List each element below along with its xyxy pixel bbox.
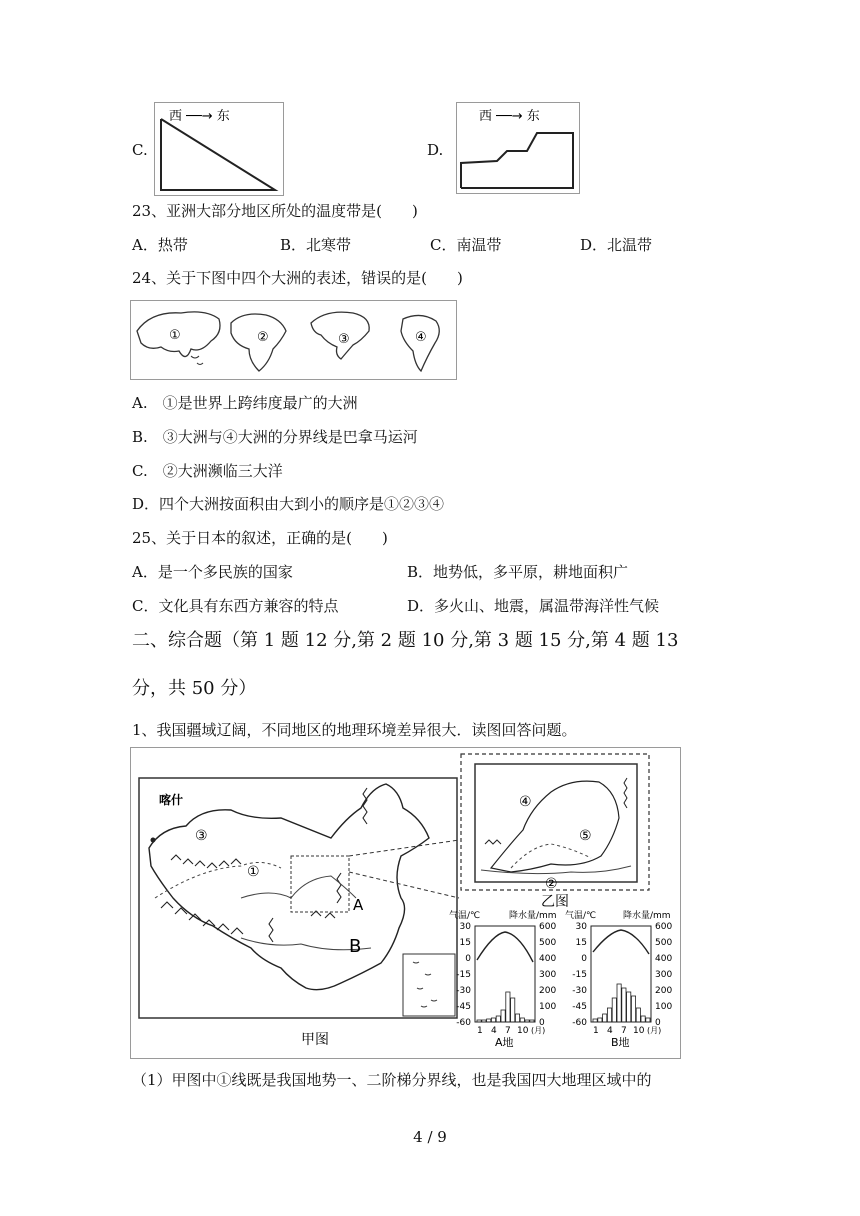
chart-a-temp-tick: -45 (456, 1002, 471, 1012)
chart-b-month-tick: 10 (633, 1026, 645, 1036)
q24-continents-figure (130, 300, 457, 380)
yi-map-dashed-frame (461, 754, 649, 890)
chart-b-precip-tick: 600 (655, 922, 673, 932)
yi-map-title: 乙图 (541, 894, 569, 910)
chart-a-precip-bar (530, 1020, 534, 1022)
climate-chart-b (565, 909, 672, 1049)
china-outline (149, 784, 429, 990)
q25-option-c: C．文化具有东西方兼容的特点 (132, 597, 339, 615)
himalaya-mountains (161, 902, 243, 934)
chart-b-temp-curve (593, 930, 649, 954)
chart-a-precip-tick: 100 (539, 1002, 557, 1012)
south-sea-islands (413, 962, 437, 1007)
q22-option-d-label: D. (427, 141, 444, 159)
chart-b-temp-tick: -15 (572, 970, 587, 980)
chart-a-temp-tick: 30 (459, 922, 471, 932)
chart-b-precip-tick: 400 (655, 954, 673, 964)
chart-b-temp-axis-label: 气温/℃ (565, 911, 597, 921)
continent-4-marker: ④ (415, 330, 427, 345)
q23-option-b: B．北寒带 (280, 236, 352, 254)
chart-a-temp-tick: -30 (456, 986, 471, 996)
q22-profile-d-figure (456, 102, 580, 194)
chart-a-temp-axis-label: 气温/℃ (449, 911, 481, 921)
profile-d-line (461, 133, 573, 188)
hengduan-mountains (269, 918, 273, 942)
chart-a-precip-ticks (539, 922, 556, 1028)
yi-yellow-river-bend (491, 781, 619, 872)
chart-b-precip-bar (622, 988, 626, 1022)
chart-b-precip-bars (593, 984, 650, 1022)
marker-4: ④ (519, 794, 532, 810)
inset-leader-bottom (349, 872, 459, 898)
daxinganling-mountains (363, 788, 367, 824)
section-2-heading-line1: 二、综合题（第 1 题 12 分,第 2 题 10 分,第 3 题 15 分,第 4 题 13 (132, 630, 679, 651)
chart-b-month-tick: 1 (593, 1026, 599, 1036)
chart-a-temp-tick: 15 (459, 938, 471, 948)
chart-a-precip-axis-label: 降水量/mm (509, 911, 557, 921)
q22-option-c-label: C. (132, 141, 148, 159)
chart-b-precip-bar (612, 998, 616, 1022)
chart-a-precip-bar (491, 1018, 495, 1022)
chart-b-month-unit: (月) (647, 1026, 662, 1035)
chart-a-precip-bar (506, 992, 510, 1022)
profile-c-line (161, 119, 275, 190)
chart-b-month-tick: 7 (621, 1026, 627, 1036)
chart-b-precip-bar (607, 1008, 611, 1022)
q23-option-c: C．南温带 (430, 236, 502, 254)
chart-b-precip-bar (636, 1008, 640, 1022)
chart-b-precip-bar (627, 992, 631, 1022)
q24-option-c: C. ②大洲濒临三大洋 (132, 462, 283, 480)
chart-b-precip-bar (603, 1014, 607, 1022)
chart-b-precip-bar (631, 996, 635, 1022)
chart-b-precip-bar (598, 1018, 602, 1022)
label-b: B (349, 936, 362, 957)
marker-2: ② (545, 876, 558, 892)
profile-direction-label: 西 ──→ 东 (169, 109, 230, 124)
chart-a-temp-tick: 0 (465, 954, 471, 964)
yi-river (481, 866, 631, 874)
chart-a-temp-tick: -15 (456, 970, 471, 980)
chart-a-precip-tick: 500 (539, 938, 557, 948)
jia-map-frame (139, 778, 457, 1018)
marker-5: ⑤ (579, 828, 592, 844)
chart-a-precip-bar (496, 1016, 500, 1022)
marker-3: ③ (195, 828, 208, 844)
kashgar-label: 喀什 (159, 793, 184, 807)
chart-a-precip-bar (515, 1014, 519, 1022)
chart-a-temp-tick: -60 (456, 1018, 471, 1028)
chart-a-precip-tick: 200 (539, 986, 557, 996)
chart-b-temp-tick: 30 (575, 922, 587, 932)
chart-b-precip-bar (641, 1016, 645, 1022)
chart-a-precip-bar (501, 1010, 505, 1022)
chart-b-temp-ticks (572, 922, 587, 1028)
kashgar-dot (151, 838, 156, 843)
chart-b-precip-ticks (655, 922, 672, 1028)
asia-islands (191, 356, 203, 365)
page-number: 4 / 9 (413, 1128, 447, 1146)
chart-b-month-tick: 4 (607, 1026, 613, 1036)
q23-stem: 23、亚洲大部分地区所处的温度带是( ) (132, 202, 418, 220)
boundary-line-1 (155, 862, 281, 898)
chart-a-precip-bar (525, 1020, 529, 1022)
chart-b-precip-tick: 200 (655, 986, 673, 996)
section-2-heading-line2: 分，共 50 分） (132, 678, 257, 699)
chart-b-precip-tick: 300 (655, 970, 673, 980)
chart-b-temp-tick: -60 (572, 1018, 587, 1028)
s2q1-figure-svg (131, 748, 680, 1058)
chart-b-precip-tick: 100 (655, 1002, 673, 1012)
chart-b-temp-tick: 0 (581, 954, 587, 964)
chart-b-precip-bar (646, 1018, 650, 1022)
chart-a-month-tick: 1 (477, 1026, 483, 1036)
chart-b-temp-tick: -45 (572, 1002, 587, 1012)
q24-stem: 24、关于下图中四个大洲的表述，错误的是( ) (132, 269, 463, 287)
chart-a-precip-tick: 600 (539, 922, 557, 932)
q24-option-d: D．四个大洲按面积由大到小的顺序是①②③④ (132, 495, 445, 513)
chart-a-precip-tick: 0 (539, 1018, 545, 1028)
climate-chart-a (449, 909, 557, 1049)
s2q1-composite-figure (130, 747, 681, 1059)
q25-option-d: D．多火山、地震，属温带海洋性气候 (407, 597, 660, 615)
chart-a-plot-frame (475, 926, 535, 1022)
chart-b-precip-axis-label: 降水量/mm (623, 911, 671, 921)
chart-b-precip-tick: 0 (655, 1018, 661, 1028)
q24-option-a: A. ①是世界上跨纬度最广的大洲 (132, 394, 358, 412)
continent-3-marker: ③ (338, 332, 350, 347)
chart-a-month-unit: (月) (531, 1026, 546, 1035)
q23-option-d: D．北温带 (580, 236, 653, 254)
chart-b-temp-tick: 15 (575, 938, 587, 948)
chart-a-precip-bar (511, 998, 515, 1022)
chart-a-temp-curve (477, 932, 533, 962)
q24-option-b: B. ③大洲与④大洲的分界线是巴拿马运河 (132, 428, 418, 446)
continent-2-marker: ② (257, 330, 269, 345)
chart-a-temp-ticks (456, 922, 471, 1028)
chart-b-site-label: B地 (611, 1036, 630, 1049)
chart-a-precip-tick: 400 (539, 954, 557, 964)
q25-option-a: A．是一个多民族的国家 (132, 563, 293, 581)
south-sea-inset (403, 954, 455, 1016)
chart-a-precip-tick: 300 (539, 970, 557, 980)
chart-a-site-label: A地 (495, 1036, 514, 1049)
s2q1-stem: 1、我国疆域辽阔，不同地区的地理环境差异很大．读图回答问题。 (132, 721, 577, 739)
chart-a-month-tick: 4 (491, 1026, 497, 1036)
chart-a-precip-bar (520, 1018, 524, 1022)
chart-a-precip-bar (477, 1020, 481, 1022)
q25-stem: 25、关于日本的叙述，正确的是( ) (132, 529, 388, 547)
s2q1-sub1: （1）甲图中①线既是我国地势一、二阶梯分界线，也是我国四大地理区域中的 (132, 1071, 652, 1089)
kunlun-mountains (171, 855, 241, 868)
q22-profile-c-figure (154, 102, 284, 196)
chart-b-temp-tick: -30 (572, 986, 587, 996)
q23-option-a: A．热带 (132, 236, 188, 254)
chart-a-precip-bars (477, 992, 534, 1022)
continent-1-marker: ① (169, 328, 181, 343)
chart-b-precip-bar (617, 984, 621, 1022)
profile-direction-label: 西 ──→ 东 (479, 109, 540, 124)
chart-b-precip-tick: 500 (655, 938, 673, 948)
chart-a-month-tick: 7 (505, 1026, 511, 1036)
label-a: A (353, 896, 364, 914)
marker-1: ① (247, 864, 260, 880)
yi-mountains (485, 778, 627, 844)
taihang-mountains (337, 873, 341, 903)
chart-a-precip-bar (482, 1020, 486, 1022)
jia-map-title: 甲图 (301, 1032, 329, 1048)
q25-option-b: B．地势低，多平原，耕地面积广 (407, 563, 629, 581)
chart-a-month-tick: 10 (517, 1026, 529, 1036)
